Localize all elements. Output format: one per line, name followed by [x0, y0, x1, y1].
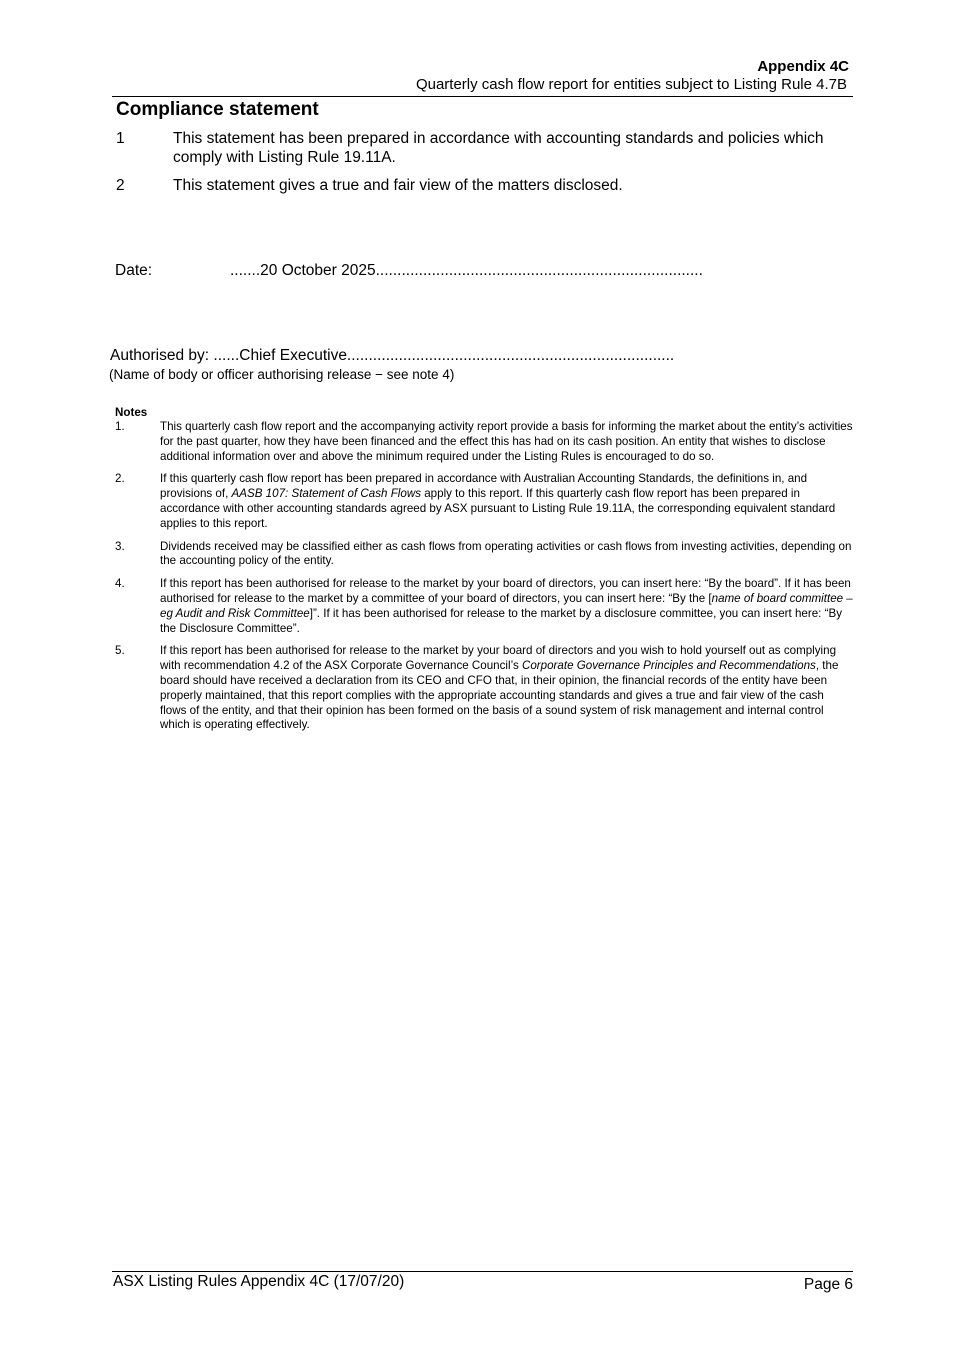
statement-number: 2	[116, 177, 125, 194]
note-text-emphasis: name of board committee – eg Audit and Risk Committee	[160, 591, 853, 620]
statement-item	[116, 130, 836, 167]
note-number: 5.	[115, 644, 125, 658]
note-text	[160, 577, 853, 636]
note-number: 4.	[115, 577, 125, 591]
note-text-part: ]”. If it has been authorised for release to the market by a disclosure committee, you can insert here: “By the Disclosure Committee”.	[160, 606, 842, 635]
footer-divider	[112, 1271, 853, 1272]
page-header	[112, 58, 852, 94]
note-text-emphasis: Corporate Governance Principles and Recommendations	[521, 659, 816, 673]
note-item	[115, 472, 853, 531]
note-item	[115, 540, 853, 570]
statement-text: This statement gives a true and fair view of the matters disclosed.	[173, 177, 623, 194]
note-text: Dividends received may be classified either as cash flows from operating activities or cash flows from investing activities, depending on the accounting policy of the entity.	[160, 539, 852, 568]
note-text-part: apply to this report. If this quarterly cash flow report has been prepared in accordance with other accounting standards agreed by ASX pursuant to Listing Rule 19.11A, the corresponding equivalent standard applies to this report.	[160, 487, 836, 530]
section-title: Compliance statement	[116, 99, 319, 120]
statement-item	[116, 177, 836, 196]
header-divider	[112, 96, 853, 97]
header-title: Appendix 4C	[757, 58, 849, 75]
note-number: 1.	[115, 420, 125, 433]
footer-document-reference: ASX Listing Rules Appendix 4C (17/07/20)	[113, 1273, 405, 1290]
note-item	[115, 420, 853, 464]
authorised-by-line	[110, 347, 674, 365]
date-value: .......20 October 2025............................................................................	[230, 262, 703, 279]
note-text-part: If this quarterly cash flow report has been prepared in accordance with Australian Accounting Standards, the definitions in, and provisions of,	[160, 472, 808, 501]
notes-section	[115, 406, 853, 741]
header-subtitle: Quarterly cash flow report for entities subject to Listing Rule 4.7B	[415, 76, 847, 93]
footer-page-number: Page 6	[803, 1276, 853, 1293]
notes-heading: Notes	[115, 406, 148, 419]
note-text	[160, 472, 853, 531]
authorised-by-note: (Name of body or officer authorising release − see note 4)	[109, 367, 455, 382]
note-number: 2.	[115, 472, 125, 486]
note-text-part: , the board should have received a declaration from its CEO and CFO that, in their opinion, the financial records of the entity have been properly maintained, that this report complies with the appropriate accounting standards and gives a true and fair view of the cash flows of the entity, and that their opinion has been formed on the basis of a sound system of risk management and internal control which is operating effectively.	[160, 659, 839, 732]
note-item	[115, 644, 853, 733]
note-text-emphasis: AASB 107: Statement of Cash Flows	[231, 487, 421, 501]
note-number: 3.	[115, 539, 125, 553]
date-line	[115, 262, 703, 280]
authorised-by-value: ......Chief Executive............................................................................	[213, 347, 675, 364]
note-text	[160, 644, 853, 733]
note-item	[115, 577, 853, 636]
statement-number: 1	[116, 130, 125, 147]
note-text: This quarterly cash flow report and the accompanying activity report provide a basis for informing the market about the entity’s activities for the past quarter, how they have been financed and the effect this has had on its cash position. An entity that wishes to disclose additional information over and above the minimum required under the Listing Rules is encouraged to do so.	[160, 420, 853, 463]
date-label: Date:	[115, 262, 153, 279]
compliance-statements	[116, 130, 836, 206]
statement-text: This statement has been prepared in accordance with accounting standards and policies which comply with Listing Rule 19.11A.	[173, 130, 824, 166]
note-text-part: If this report has been authorised for release to the market by your board of directors, you can insert here: “By the board”. If it has been authorised for release to the market by a committee of your board of directors, you can insert here: “By the [	[160, 577, 851, 605]
authorised-by-label: Authorised by:	[110, 347, 210, 364]
note-text-part: If this report has been authorised for release to the market by your board of directors and you wish to hold yourself out as complying with recommendation 4.2 of the ASX Corporate Governance Council’s	[160, 644, 837, 673]
